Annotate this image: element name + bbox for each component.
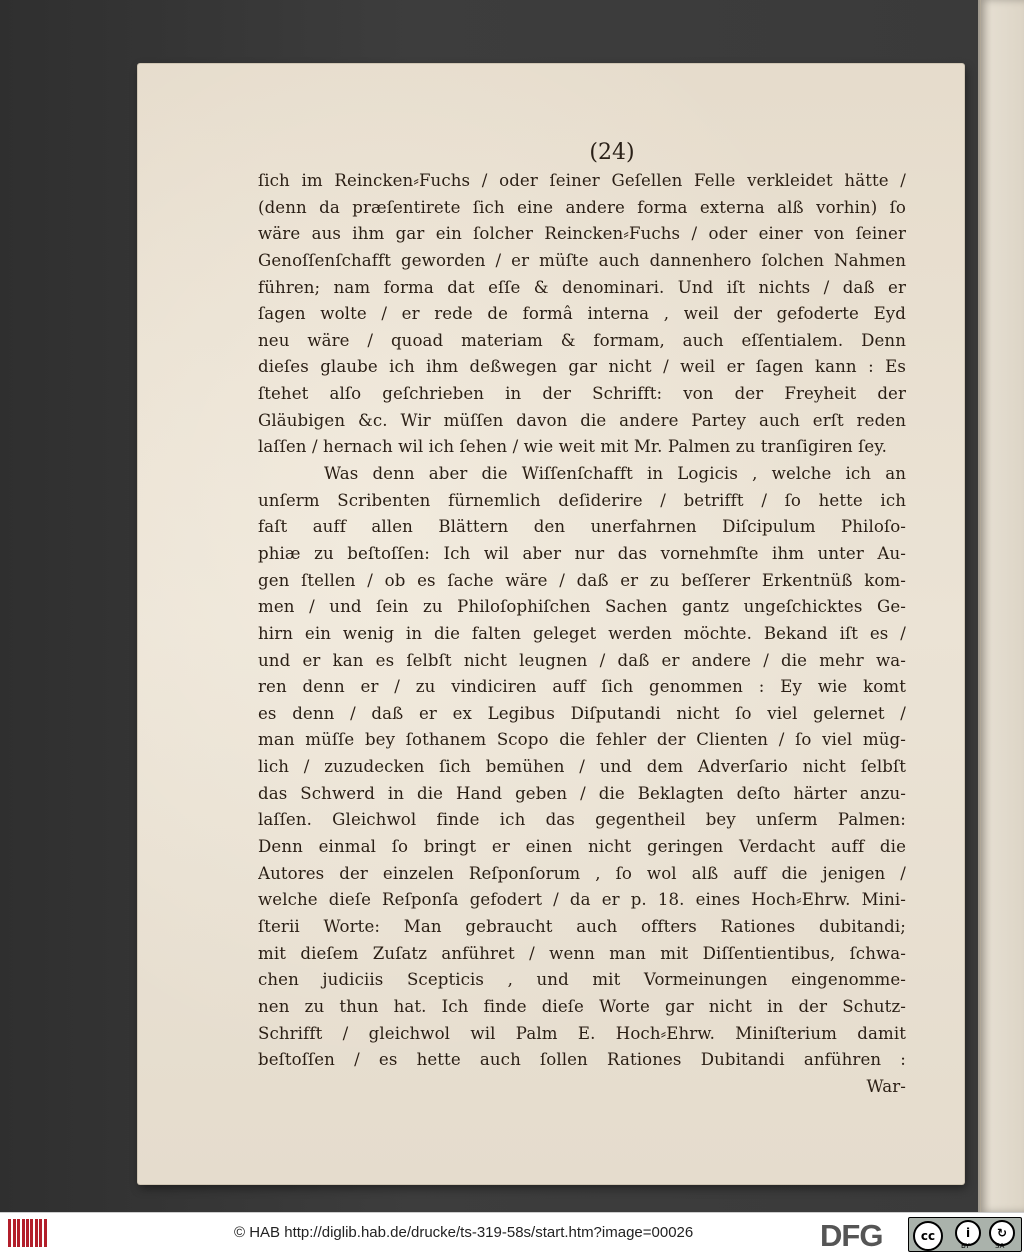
hab-logo-stripe [22, 1219, 25, 1247]
text-line: (denn da præſentirete ſich eine andere forma externa alß vorhin) ſo [258, 197, 906, 217]
text-line: hirn ein wenig in die falten geleget werden möchte. Bekand iſt es / [258, 623, 906, 643]
hab-logo-stripe [13, 1219, 16, 1247]
hab-logo-stripe [17, 1219, 20, 1247]
footer-bar [0, 1212, 1024, 1254]
text-line: gen ſtellen / ob es ſache wäre / daß er zu beſſerer Erkentnüß kom- [258, 570, 906, 590]
text-line: laſſen. Gleichwol finde ich das gegentheil bey unſerm Palmen: [258, 810, 906, 830]
text-line: wäre aus ihm gar ein ſolcher Reincken⸗Fuchs / oder einer von ſeiner [258, 224, 906, 244]
sa-label: SA [995, 1242, 1005, 1250]
text-line: Autores der einzelen Reſponſorum , ſo wol alß auff die jenigen / [258, 863, 906, 883]
text-line: ren denn er / zu vindiciren auff ſich genommen : Ey wie komt [258, 677, 906, 697]
text-line: Schrifft / gleichwol wil Palm E. Hoch⸗Ehrw. Miniſterium damit [258, 1023, 906, 1043]
text-line: und er kan es ſelbſt nicht leugnen / daß er andere / die mehr wa- [258, 650, 906, 670]
text-line: dieſes glaube ich ihm deßwegen gar nicht / weil er ſagen kann : Es [258, 357, 906, 377]
text-line: chen judiciis Scepticis , und mit Vormeinungen eingenomme- [258, 970, 906, 990]
copyright-link[interactable]: © HAB http://diglib.hab.de/drucke/ts-319-58s/start.htm?image=00026 [234, 1224, 694, 1241]
page-text [258, 168, 906, 1100]
text-line: es denn / daß er ex Legibus Diſputandi nicht ſo viel gelernet / [258, 703, 906, 723]
hab-logo-stripe [39, 1219, 42, 1247]
text-line: lich / zuzudecken ſich bemühen / und dem Adverſario nicht ſelbſt [258, 757, 906, 777]
text-line: ſich im Reincken⸗Fuchs / oder ſeiner Geſellen Felle verkleidet hätte / [258, 171, 906, 190]
dfg-logo: DFG [820, 1218, 883, 1253]
hab-logo-stripe [35, 1219, 38, 1247]
text-line: Genoſſenſchafft geworden / er müſte auch dannenhero ſolchen Nahmen [258, 250, 906, 270]
hab-logo-stripe [44, 1219, 47, 1247]
hab-logo-icon [8, 1219, 48, 1247]
text-line: phiæ zu beſtoſſen: Ich wil aber nur das vornehmſte ihm unter Au- [258, 543, 906, 563]
text-line: welche dieſe Reſponſa gefodert / da er p. 18. eines Hoch⸗Ehrw. Mini- [258, 890, 906, 910]
cc-license-badge[interactable] [908, 1217, 1022, 1252]
sa-icon: ↻ [989, 1220, 1015, 1246]
text-line: mit dieſem Zuſatz anführet / wenn man mit Diſſentientibus, ſchwa- [258, 943, 906, 963]
text-line: beſtoſſen / es hette auch ſollen Rationes Dubitandi anführen : [258, 1050, 906, 1070]
adjacent-page-edge [978, 0, 1024, 1212]
text-line: unſerm Scribenten fürnemlich deſiderire / betrifft / ſo hette ich [258, 490, 906, 510]
text-line: nen zu thun hat. Ich finde dieſe Worte gar nicht in der Schutz- [258, 996, 906, 1016]
by-label: BY [961, 1242, 970, 1250]
by-icon: i [955, 1220, 981, 1246]
hab-logo-stripe [30, 1219, 33, 1247]
text-line: laſſen / hernach wil ich ſehen / wie weit mit Mr. Palmen zu tranſigiren ſey. [258, 437, 887, 457]
catchword: War- [866, 1076, 906, 1096]
text-line: men / und ſein zu Philoſophiſchen Sachen gantz ungeſchicktes Ge- [258, 597, 906, 617]
page-number: (24) [589, 140, 635, 165]
text-line: das Schwerd in die Hand geben / die Beklagten deſto härter anzu- [258, 783, 906, 803]
text-line: faſt auff allen Blättern den unerfahrnen Diſcipulum Philoſo- [258, 517, 906, 537]
hab-logo-stripe [8, 1219, 11, 1247]
text-line: man müſſe bey ſothanem Scopo die fehler der Clienten / ſo viel müg- [258, 730, 906, 750]
text-line: führen; nam forma dat eſſe & denominari. Und iſt nichts / daß er [258, 277, 906, 297]
hab-logo-stripe [26, 1219, 29, 1247]
text-line: Gläubigen &c. Wir müſſen davon die andere Partey auch erſt reden [258, 410, 906, 430]
cc-icon: cc [913, 1221, 943, 1251]
text-line: ſterii Worte: Man gebraucht auch offters Rationes dubitandi; [258, 916, 906, 936]
text-line: Denn einmal ſo bringt er einen nicht geringen Verdacht auff die [258, 837, 906, 857]
text-line: ſtehet alſo geſchrieben in der Schrifft: von der Freyheit der [258, 384, 906, 404]
text-line: Was denn aber die Wiſſenſchafft in Logicis , welche ich an [324, 464, 906, 484]
text-line: ſagen wolte / er rede de formâ interna , weil der gefoderte Eyd [258, 304, 906, 324]
text-line: neu wäre / quoad materiam & formam, auch eſſentialem. Denn [258, 330, 906, 350]
